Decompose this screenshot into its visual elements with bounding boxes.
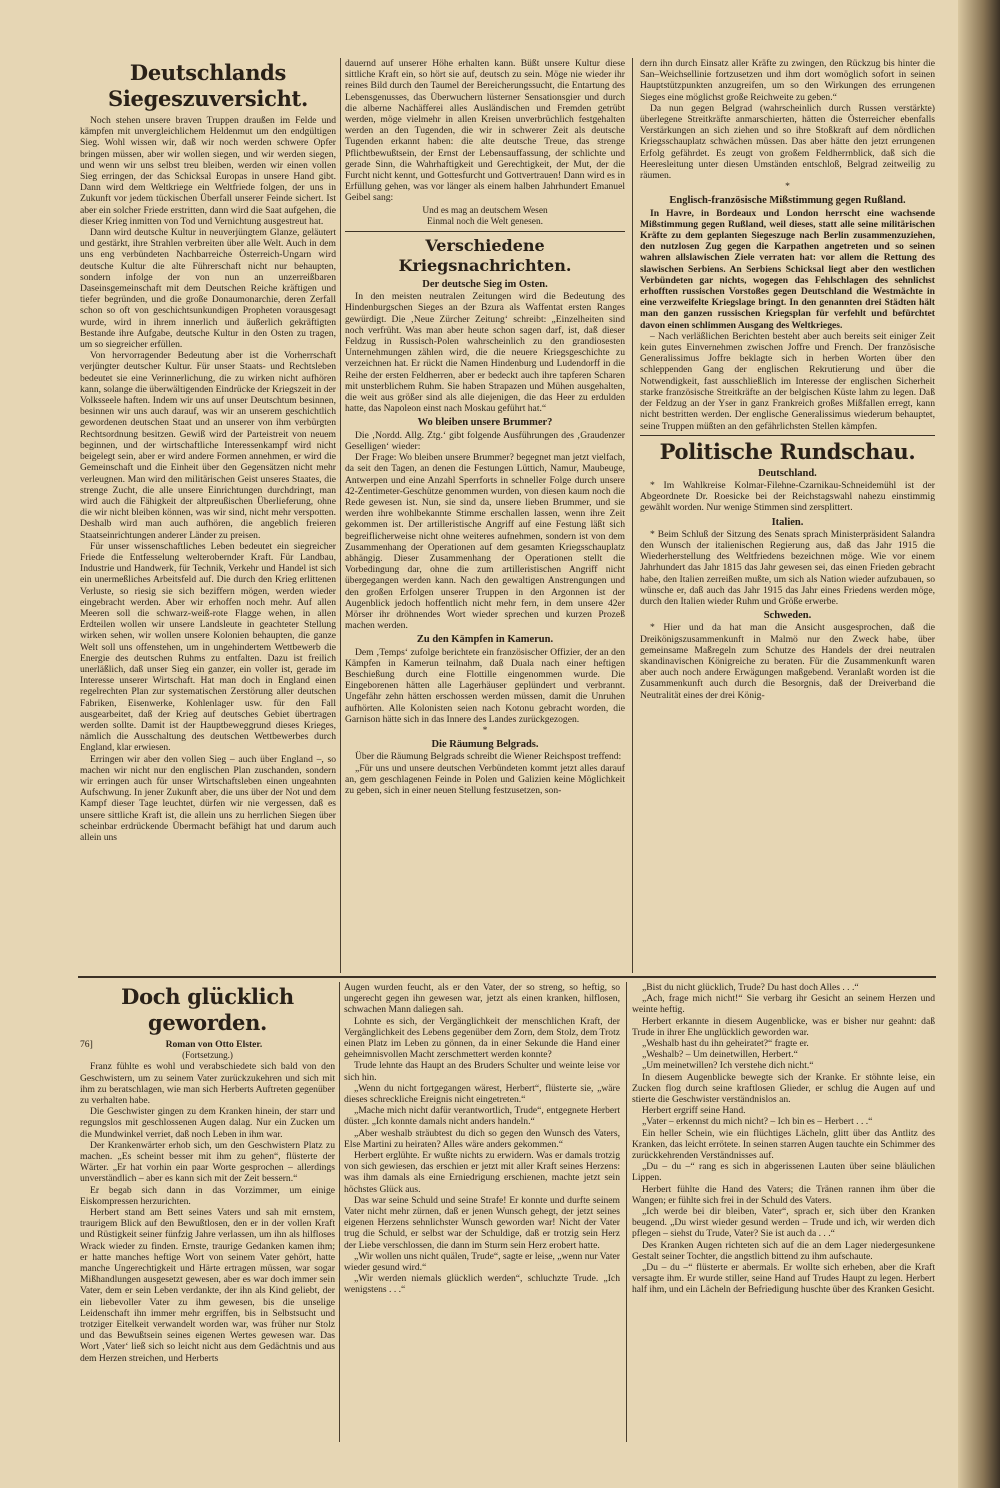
paragraph: Erringen wir aber den vollen Sieg – auch über England –, so machen wir nicht nur den englischen Plan zuschanden, sondern wir erringen auch für unser Wirtschaftsleben einen ungeahnten Aufschwung. In jener Zukunft aber, die uns über der Not und dem Kampf dieser Tage leuchtet, dürfen wir nie vergessen, daß es unsere sittliche Kraft ist, die allein uns zu herrlichen Siegen über scheinbar erdrückende Übermacht befähigt hat und darum auch allein uns <box>80 753 336 843</box>
paragraph: * Im Wahlkreise Kolmar-Filehne-Czarnikau-Schneidemühl ist der Abgeordnete Dr. Roesicke bei der Reichstagswahl nahezu einstimmig gewählt worden. Nur wenige Stimmen sind zersplittert. <box>640 479 935 514</box>
paragraph: In Havre, in Bordeaux und London herrscht eine wachsende Mißstimmung gegen Rußland, weil dieses, statt alle seine militärischen Kräfte zu dem geplanten Siegeszuge nach Berlin zusammenzuziehen, den nutzlosen Zug gegen die Karpathen angetreten und so seinen wahren allslawischen Ziele verraten hat: vor allem die Rettung des slawischen Serbiens. An Serbiens Schicksal liegt aber den westlichen Verbündeten gar nichts, wogegen das Fehlschlagen des sehnlichst erhofften russischen Vorstoßes gegen Deutschland die Westmächte in eine verzweifelte Kriegslage bringt. In den genannten drei Städten hält man den ganzen russischen Kriegsplan für verfehlt und befürchtet davon einen schlimmen Ausgang des Weltkrieges. <box>640 207 935 331</box>
paragraph: Da nun gegen Belgrad (wahrscheinlich durch Russen verstärkte) überlegene Streitkräfte anmarschierten, hätten die Österreicher ebenfalls Verstärkungen an sich ziehen und so ihre Stoßkraft auf dem nördlichen Kriegsschauplatz schwächen müssen. Das aber hätte den jetzt errungenen Erfolg gefährdet. Es zeugt von großem Feldherrnblick, daß sich die Heeresleitung unter diesen Umständen entschloß, Belgrad zeitweilig zu räumen. <box>640 102 935 182</box>
column-3-top <box>640 58 935 973</box>
headline-kriegsnachrichten: Verschiedene Kriegsnachrichten. <box>398 236 572 276</box>
column-3-bottom <box>632 982 935 1442</box>
byline <box>80 1039 335 1050</box>
column-divider <box>339 982 340 1442</box>
paragraph: dauernd auf unserer Höhe erhalten kann. Büßt unsere Kultur diese sittliche Kraft ein, so hört sie auf, deutsch zu sein. Möge nie wieder ihr reines Bild durch den Taumel der Bereicherungssucht, die Entartung des Lebensgenusses, das Überwuchern lüsterner Sensationsgier und durch die alberne Nachäfferei alles Ausländischen und Fremden getrübt werden, möge vielmehr in allen Kreisen unverbrüchlich festgehalten werden an den Tugenden, die wir in schwerer Zeit als deutsche Tugenden erkannt haben: die alte deutsche Treue, das strenge Pflichtbewußtsein, der Ernst der Lebensauffassung, der schlichte und gerade Sinn, die Wahrhaftigkeit und Gerechtigkeit, der Mut, der die Furcht nicht kennt, und Gottesfurcht und Gottvertrauen! Dann wird es in Erfüllung gehen, was vor länger als einem halben Jahrhundert Emanuel Geibel sang: <box>345 58 625 204</box>
paragraph: Herbert stand am Bett seines Vaters und sah mit ernstem, traurigem Blick auf den Bewußtlosen, den er in der vollen Kraft und Rüstigkeit seiner fünfzig Jahre verlassen, um ihn als hilfloses Wrack wieder zu finden. Ernste, traurige Gedanken kamen ihm; er hatte manches heftige Wort von seinem Vater gehört, hatte manche Ungerechtigkeit und Härte ertragen müssen, war sogar Mißhandlungen ausgesetzt gewesen, aber es war doch immer sein Vater, dem er sein Leben verdankte, der ihn als Kind geliebt, der ein liebevoller Vater zu ihm gewesen, bis die unselige Leidenschaft ihn immer mehr ergriffen, bis in Selbstsucht und trotziger Eitelkeit verwandelt worden war, was früher nur Stolz und das Bewußtsein seines eigenen Wertes gewesen war. Das Wort ‚Vater‘ ließ sich so leicht nicht aus dem Gedächtnis und aus dem Herzen streichen, und Herberts <box>80 1207 335 1364</box>
paragraph: Der Krankenwärter erhob sich, um den Geschwistern Platz zu machen. „Es scheint besser mit ihm zu gehen“, flüsterte der Wärter. „Er hat vorhin ein paar Worte gesprochen – allerdings unverständlich – aber es kann sich mit der Zeit bessern.“ <box>80 1139 335 1185</box>
column-2-bottom <box>344 982 620 1442</box>
paragraph: Herbert fühlte die Hand des Vaters; die Tränen rannen ihm über die Wangen; er fühlte sich frei in der Schuld des Vaters. <box>632 1183 935 1206</box>
continuation-note: (Fortsetzung.) <box>182 1050 233 1061</box>
paragraph: „Mache mich nicht dafür verantwortlich, Trude“, entgegnete Herbert düster. „Ich konnte damals nicht anders handeln.“ <box>344 1105 620 1128</box>
paragraph: „Du – du –“ rang es sich in abgerissenen Lauten über seine bläulichen Lippen. <box>632 1161 935 1184</box>
column-1-top <box>80 58 336 973</box>
paragraph: Er begab sich dann in das Vorzimmer, um einige Eiskompressen herzurichten. <box>80 1184 335 1207</box>
paragraph: * Hier und da hat man die Ansicht ausgesprochen, daß die Dreikönigszusammenkunft in Malmö nur den Zweck habe, über gemeinsame Maßregeln zum Schutze des Handels der drei neutralen skandinavischen Königreiche zu beraten. Für die Zusammenkunft waren aber auch noch andere Erwägungen maßgebend. Veranlaßt worden ist die Zusammenkunft auch durch die Besorgnis, daß der Dreiverband die Neutralität eines der drei König- <box>640 622 935 701</box>
paragraph: In den meisten neutralen Zeitungen wird die Bedeutung des Hindenburgschen Sieges an der Bzura als Waffentat ersten Ranges gewürdigt. Die ‚Neue Zürcher Zeitung‘ schreibt: „Einzelheiten sind noch verfrüht. Was man aber heute schon sagen darf, ist, daß dieser Feldzug in Russisch-Polen wahrscheinlich zu den grandiosesten Unternehmungen zählen wird, die die neuere Kriegsgeschichte zu verzeichnen hat. Er rückt die Namen Hindenburg und Ludendorff in die Reihe der ersten Feldherren, aber er bedeckt auch ihre tapferen Scharen mit unsterblichem Ruhm. Sie haben Strapazen und Mühen ausgehalten, die weit aus größer sind als alle diejenigen, die das Heer zu erdulden hatte, das Napoleon einst nach Moskau geführt hat.“ <box>345 291 625 415</box>
paragraph: „Aber weshalb sträubtest du dich so gegen den Wunsch des Vaters, Else Martini zu heiraten? Alles wäre anders gekommen.“ <box>344 1127 620 1150</box>
paragraph: Für unser wissenschaftliches Leben bedeutet ein siegreicher Friede die Entfesselung welterobernder Kraft. Für Landbau, Industrie und Handwerk, für Technik, Verkehr und Handel ist sich ein unermeßliches Arbeitsfeld auf. Die durch den Krieg erlittenen Verluste, so riesig sie sich beziffern mögen, werden wieder eingebracht werden. Aber wir erhoffen noch mehr. Auf allen Meeren soll die schwarz-weiß-rote Flagge wehen, in allen Erdteilen wollen wir unsere Landsleute in geachteter Stellung wirken sehen, wir wollen unsere Kolonien behaupten, die ganze Welt soll uns offenstehen, um in ungehindertem Wettbewerb die Energie des deutschen Ruhms zu entfalten. Dazu ist freilich unerläßlich, daß unser Sieg ein ganzer, ein voller ist, gerade im Interesse unserer Wirtschaft. Hat man doch in England einen regelrechten Plan zur systematischen Zerstörung aller deutschen Fabriken, Eisenwerke, Kohlenlager usw. für den Fall ausgearbeitet, daß der Krieg auf deutsches Gebiet übertragen werden sollte. Damit ist der Hauptbeweggrund dieses Krieges, nämlich die Ausschaltung des deutschen Wettbewerbes durch England, klar erwiesen. <box>80 540 336 754</box>
section-divider <box>78 976 936 978</box>
column-divider <box>626 982 627 1442</box>
paragraph: „Du – du –“ flüsterte er abermals. Er wollte sich erheben, aber die Kraft versagte ihm. Er wurde stiller, seine Hand auf Trudes Haupt zu legen. Herbert half ihm, und ein Lächeln der Befriedigung huschte über des Kranken Gesicht. <box>632 1262 935 1296</box>
headline-politische-rundschau: Politische Rundschau. <box>659 438 916 464</box>
column-divider <box>340 58 341 973</box>
paragraph: „Weshalb hast du ihn geheiratet?“ fragte er. <box>642 1038 809 1050</box>
paragraph: In diesem Augenblicke bewegte sich der Kranke. Er stöhnte leise, ein Zucken flog durch seine kraftlosen Glieder, er schlug die Augen auf und stierte die Geschwister verständnislos an. <box>632 1071 935 1106</box>
paragraph: „Ich werde bei dir bleiben, Vater“, sprach er, sich über den Kranken beugend. „Du wirst wieder gesund werden – Trude und ich, wir werden dich pflegen – siehst du Trude, Vater? Sie ist auch da . . .“ <box>632 1206 935 1240</box>
headline-roman: Doch glücklich geworden. <box>121 984 294 1035</box>
paragraph: „Bist du nicht glücklich, Trude? Du hast doch Alles . . .“ <box>642 982 859 993</box>
article-body <box>80 115 336 843</box>
paragraph: Die ‚Nordd. Allg. Ztg.‘ gibt folgende Ausführungen des ‚Graudenzer Geselligen‘ wieder: <box>345 429 625 452</box>
verse-line: Und es mag an deutschem Wesen <box>422 205 548 216</box>
paragraph: „Wir wollen uns nicht quälen, Trude“, sagte er leise, „wenn nur Vater wieder gesund wird.“ <box>344 1250 620 1274</box>
paragraph: Augen wurden feucht, als er den Vater, der so streng, so heftig, so ungerecht gegen ihn gewesen war, jetzt als einen kranken, hilflosen, schwachen Mann daliegen sah. <box>344 982 620 1016</box>
subheading: Wo bleiben unsere Brummer? <box>417 417 553 429</box>
page-edge-shadow <box>958 0 1000 1488</box>
paragraph: Das war seine Schuld und seine Strafe! Er konnte und durfte seinem Vater nicht mehr zürnen, daß er jenen Wunsch gehegt, der jetzt seines eigenen Herzens sehnlichster Wunsch geworden war! Nicht der Vater trug die Schuld, er selbst war der Schuldige, daß er trotzig sein Herz der Liebe verschlossen, die dann im Sturm sein Herz erobert hatte. <box>344 1194 620 1251</box>
separator: * <box>482 724 488 736</box>
paragraph: Franz fühlte es wohl und verabschiedete sich bald von den Geschwistern, um zu seinem Vater zurückzukehren und sich mit ihm zu beratschlagen, wie man sich Herberts Auftreten gegenüber zu verhalten habe. <box>80 1061 335 1107</box>
subheading: Deutschland. <box>758 467 817 479</box>
verse-line: Einmal noch die Welt genesen. <box>427 216 543 227</box>
paragraph: Der Frage: Wo bleiben unsere Brummer? begegnet man jetzt vielfach, da seit den Tagen, an denen die Festungen Lüttich, Namur, Maubeuge, Antwerpen und eine Anzahl Sperrforts in schneller Folge durch unsere 42-Zentimeter-Geschütze genommen wurden, von diesen kaum noch die Rede gewesen ist. Nun, sie sind da, unsere lieben Brummer, und sie werden ihre wohlbekannte Stimme erschallen lassen, wenn ihre Zeit gekommen ist. Der artilleristische Angriff auf eine Festung läßt sich begreiflicherweise nicht ohne weiteres aufnehmen, sondern ist von dem Zusammenhang der Operationen auf dem gesamten Kriegsschauplatz abhängig. Dieser Zusammenhang der Operationen stellt die Vorbedingung dar, ohne die zum artilleristischen Angriff nicht übergegangen werden kann. Nach den gewaltigen Anstrengungen und den großen Erfolgen unserer Truppen in den Argonnen ist der Augenblick jedoch hoffentlich nicht mehr fern, in dem unsere 42er Mörser ihr dröhnendes Wort wieder sprechen und kurzen Prozeß machen werden. <box>345 452 625 632</box>
subheading: Italien. <box>771 516 804 528</box>
subheading: Englisch-französische Mißstimmung gegen Rußland. <box>669 195 906 207</box>
paragraph: dern ihn durch Einsatz aller Kräfte zu zwingen, den Rückzug bis hinter die San–Weichsellinie fortzusetzen und ihm dort womöglich sofort in seinen Hauptstützpunkten anzugreifen, um so den Wirkungen des errungenen Sieges eine möglichst große Reichweite zu geben.“ <box>640 58 935 103</box>
paragraph: Herbert erkannte in diesem Augenblicke, was er bisher nur geahnt: daß Trude in ihrer Ehe unglücklich geworden war. <box>632 1015 935 1038</box>
column-2-top <box>345 58 625 973</box>
verse <box>345 206 625 228</box>
paragraph: „Ach, frage mich nicht!“ Sie verbarg ihr Gesicht an seinem Herzen und weinte heftig. <box>632 993 935 1016</box>
paragraph: „Wenn du nicht fortgegangen wärest, Herbert“, flüsterte sie, „wäre dieses schreckliche Ereignis nicht eingetreten.“ <box>344 1082 620 1106</box>
paragraph: * Beim Schluß der Sitzung des Senats sprach Ministerpräsident Salandra den Wunsch der italienischen Regierung aus, daß das Jahr 1915 die Wiederherstellung des Weltfriedens bezeichnen möge. Wie vor einem Jahrhundert das Jahr 1815 das Jahr gewesen sei, das einen Frieden gebracht habe, den Italien zerreißen mußte, um sich als Nation wieder aufzubauen, so wünsche er, daß auch das Jahr 1915 das Jahr eines Friedens werden möge, durch den Italien wieder Ruhm und Größe erwerbe. <box>640 528 935 607</box>
headline-siegeszuversicht: Deutschlands Siegeszuversicht. <box>108 60 308 111</box>
subheading: Der deutsche Sieg im Osten. <box>422 279 548 291</box>
paragraph: „Weshalb? – Um deinetwillen, Herbert.“ <box>642 1049 798 1061</box>
paragraph: – Nach verläßlichen Berichten besteht aber auch bereits seit einiger Zeit kein gutes Einvernehmen zwischen Joffre und French. Der französische Generalissimus Joffre beklagte sich in herben Worten über den schleppenden Gang der englischen Rekrutierung und über die Notwendigkeit, fast ausschließlich im Interesse der englischen Sicherheit starke französische Streitkräfte an der belgischen Küste lahm zu legen. Daß der Feldzug an der Yser in ganz Frankreich großes Mißfallen erregt, kann nicht bestritten werden. Der englische Generalissimus wiederum behauptet, seine Truppen müßten an den gefährlichsten Stellen kämpfen. <box>640 330 935 432</box>
subheading: Die Räumung Belgrads. <box>431 739 539 751</box>
column-1-bottom <box>80 982 335 1442</box>
column-divider <box>632 58 633 973</box>
paragraph: Trude lehnte das Haupt an des Bruders Schulter und weinte leise vor sich hin. <box>344 1060 620 1083</box>
paragraph: Noch stehen unsere braven Truppen draußen im Felde und kämpfen mit unvergleichlichem Heldenmut um den endgültigen Sieg. Wohl wissen wir, daß wir noch werden schwere Opfer bringen müssen, aber wir wollen siegen, und wir werden siegen, und wenn wir uns selbst treu bleiben, werden wir einen vollen Sieg erringen, der das Schicksal Europas in unsere Hand gibt. Dann wird dem Weltkriege ein Weltfriede folgen, der uns in Zukunft vor jedem tückischen Überfall unserer Feinde sichert. Ist aber ein solcher Friede erstritten, dann wird die Saat aufgehen, die dieser Krieg inmitten von Tod und Vernichtung ausgestreut hat. <box>80 115 336 227</box>
paragraph: „Vater – erkennst du mich nicht? – Ich bin es – Herbert . . .“ <box>642 1116 873 1128</box>
paragraph: Des Kranken Augen richteten sich auf die an dem Lager niedergesunkene Gestalt seiner Tochter, die angstlich bittend zu ihm aufschaute. <box>632 1239 935 1262</box>
subheading: Schweden. <box>763 610 812 622</box>
paragraph: Die Geschwister gingen zu dem Kranken hinein, der starr und regungslos mit geschlossenen Augen dalag. Nur ein Zucken um die Mundwinkel verriet, daß noch Leben in ihm war. <box>80 1106 335 1140</box>
separator: * <box>785 181 790 193</box>
paragraph: Dem ‚Temps‘ zufolge berichtete ein französischer Offizier, der an den Kämpfen in Kamerun teilnahm, daß Duala nach einer heftigen Beschießung durch eine Flottille eingenommen wurde. Die Eingeborenen hätten alle Lagerhäuser geplündert und verbrannt. Ungefähr zehn hätten erschossen werden müssen, damit die Unruhen aufhörten. Alle Kolonisten seien nach Kotonu gebracht worden, die Garnison hätte sich in das Innere des Landes zurückgezogen. <box>345 646 625 725</box>
paragraph: Herbert erglühte. Er wußte nichts zu erwidern. Was er damals trotzig von sich gewiesen, das erschien er jetzt mit aller Kraft seines Herzens: was ihm damals als eine Erniedrigung erschienen, machte jetzt sein höchstes Glück aus. <box>344 1150 620 1195</box>
subheading: Zu den Kämpfen in Kamerun. <box>416 634 554 646</box>
paragraph: Ein heller Schein, wie ein flüchtiges Lächeln, glitt über das Antlitz des Kranken, das leicht errötete. In seinen starren Augen tauchte ein Schimmer des zurückkehrenden Verständnisses auf. <box>632 1127 935 1162</box>
paragraph: Von hervorragender Bedeutung aber ist die Vorherrschaft verjüngter deutscher Kultur. Für unser Staats- und Rechtsleben bedeutet sie eine Verinnerlichung, die zu wirken nicht aufhören kann, solange die überwältigenden Eindrücke der Kriegszeit in der Volksseele haften. Indem wir uns auf unser Deutschtum besinnen, besinnen wir uns auch darauf, was wir an unserem geschichtlich gewordenen deutschen Staat und an unserer von ihm verbürgten Rechtsordnung besitzen. Gewiß wird der Parteistreit von neuem beginnen, und der wirtschaftliche Interessenkampf wird nicht beigelegt sein, aber er wird andere Formen annehmen, er wird die Gemeinschaft und die Einheit über den Gegensätzen nicht mehr verleugnen. Man wird den militärischen Geist unseres Staates, die strenge Zucht, die alle unsere Einrichtungen durchdringt, man wird auch die Fähigkeit der altpreußischen Überlieferung, ohne die wir nicht bleiben können, was wir sind, nicht mehr verspotten. Deshalb wird man auch aufhören, die angeblich freieren Staatseinrichtungen anderer Länder zu preisen. <box>80 350 336 541</box>
author-line: Roman von Otto Elster. <box>165 1039 263 1050</box>
installment-number: 76] <box>80 1039 93 1050</box>
paragraph: Über die Räumung Belgrads schreibt die Wiener Reichspost treffend: <box>355 751 622 763</box>
paragraph: „Um meinetwillen? Ich verstehe dich nicht.“ <box>642 1060 814 1072</box>
paragraph: „Für uns und unsere deutschen Verbündeten kommt jetzt alles darauf an, gem geschlagenen Feinde in Polen und Galizien keine Möglichkeit zu geben, sich in einer neuen Stellung festzusetzen, son- <box>345 762 625 796</box>
paragraph: „Wir werden niemals glücklich werden“, schluchzte Trude. „Ich wenigstens . . .“ <box>344 1273 620 1296</box>
paragraph: Herbert ergriff seine Hand. <box>642 1105 746 1117</box>
paragraph: Lohnte es sich, der Vergänglichkeit der menschlichen Kraft, der Vergänglichkeit des Lebens gegenüber dem Zorn, dem Stolz, dem Trotz einen Platz im Leben zu gönnen, da in einer Sekunde die Hand einer geheimnisvollen Macht zerschmettert werden konnte? <box>344 1015 620 1061</box>
paragraph: Dann wird deutsche Kultur in neuverjüngtem Glanze, geläutert und gestärkt, ihre Strahlen verbreiten über alle Welt. Auch in dem uns eng verbündeten Nachbarreiche Österreich-Ungarn wird deutsche Kultur die alte Führerschaft nicht nur behaupten, sondern infolge der von nun an unzerreißbaren Daseinsgemeinschaft mit dem Deutschen Reiche kräftigen und tiefer begründen, und die große Donaumonarchie, deren Zerfall schon so oft von geschichtsunkundigen Propheten vorausgesagt wurde, wird in ihrem innerlich und äußerlich gekräftigten Bestande ihre Aufgabe, deutsche Kultur in den Osten zu tragen, um so siegreicher erfüllen. <box>80 227 336 351</box>
